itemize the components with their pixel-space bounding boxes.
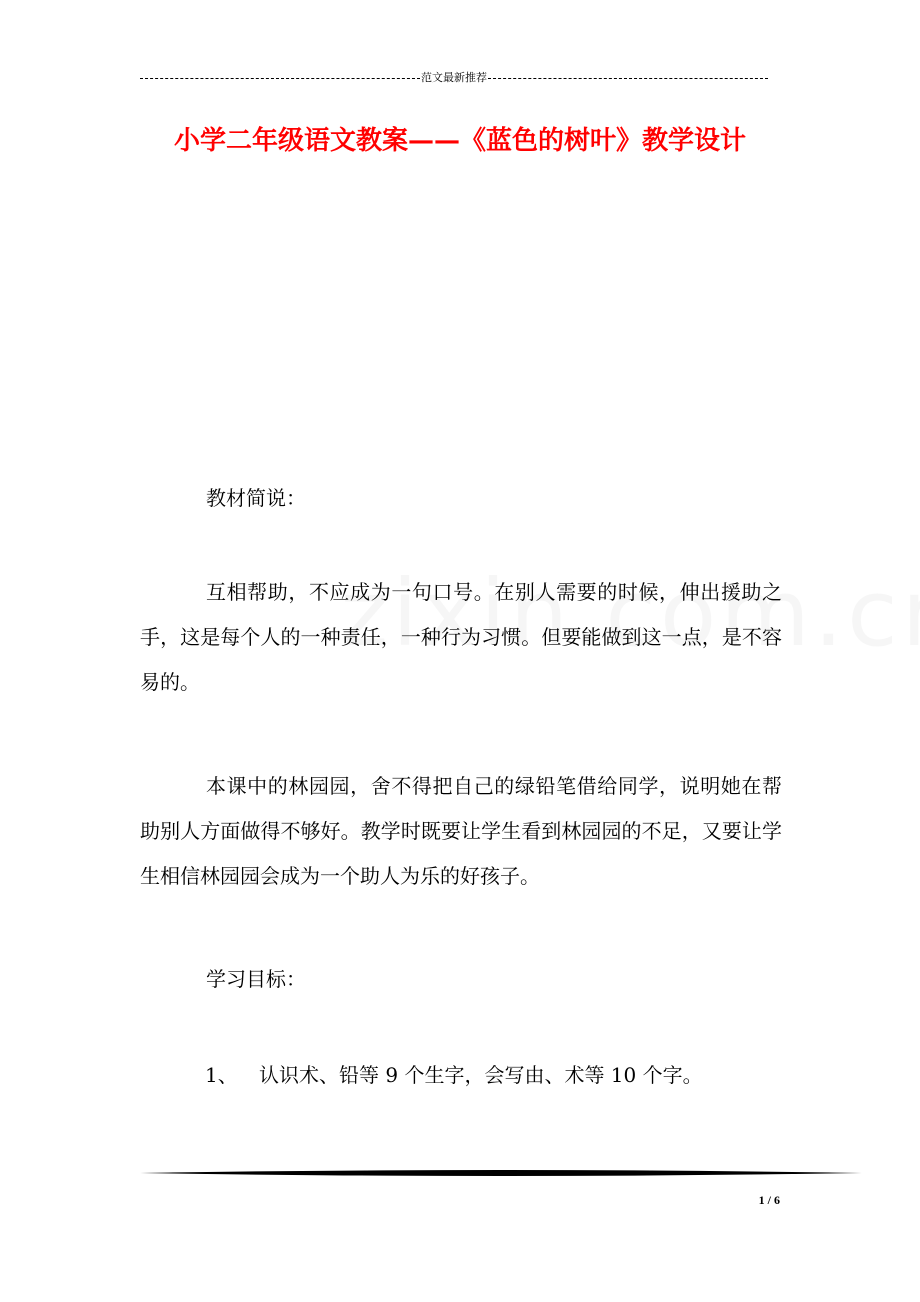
- header-label: 范文最新推荐: [421, 71, 487, 84]
- footer-rule: [140, 1168, 862, 1178]
- paragraph-2: 本课中的林园园，舍不得把自己的绿铅笔借给同学，说明她在帮助别人方面做得不够好。教学时既要让学生看到林园园的不足，又要让学生相信林园园会成为一个助人为乐的好孩子。: [140, 774, 782, 888]
- page-header: [140, 70, 768, 86]
- goal-item-1: [205, 1053, 703, 1098]
- goal-item-number: 1、: [205, 1063, 238, 1087]
- page-indicator: 1 / 6: [758, 1193, 780, 1207]
- header-dash-left: [140, 78, 420, 79]
- intro-heading: 教材简说：: [206, 486, 306, 510]
- goal-item-text: 认识术、铅等 9 个生字，会写由、术等 10 个字。: [259, 1063, 703, 1087]
- header-dash-right: [488, 78, 768, 79]
- paragraph-1: 互相帮助，不应成为一句口号。在别人需要的时候，伸出援助之手，这是每个人的一种责任，一种行为习惯。但要能做到这一点，是不容易的。: [140, 580, 782, 694]
- goals-heading: 学习目标：: [206, 967, 306, 991]
- document-title: 小学二年级语文教案——《蓝色的树叶》教学设计: [173, 126, 746, 156]
